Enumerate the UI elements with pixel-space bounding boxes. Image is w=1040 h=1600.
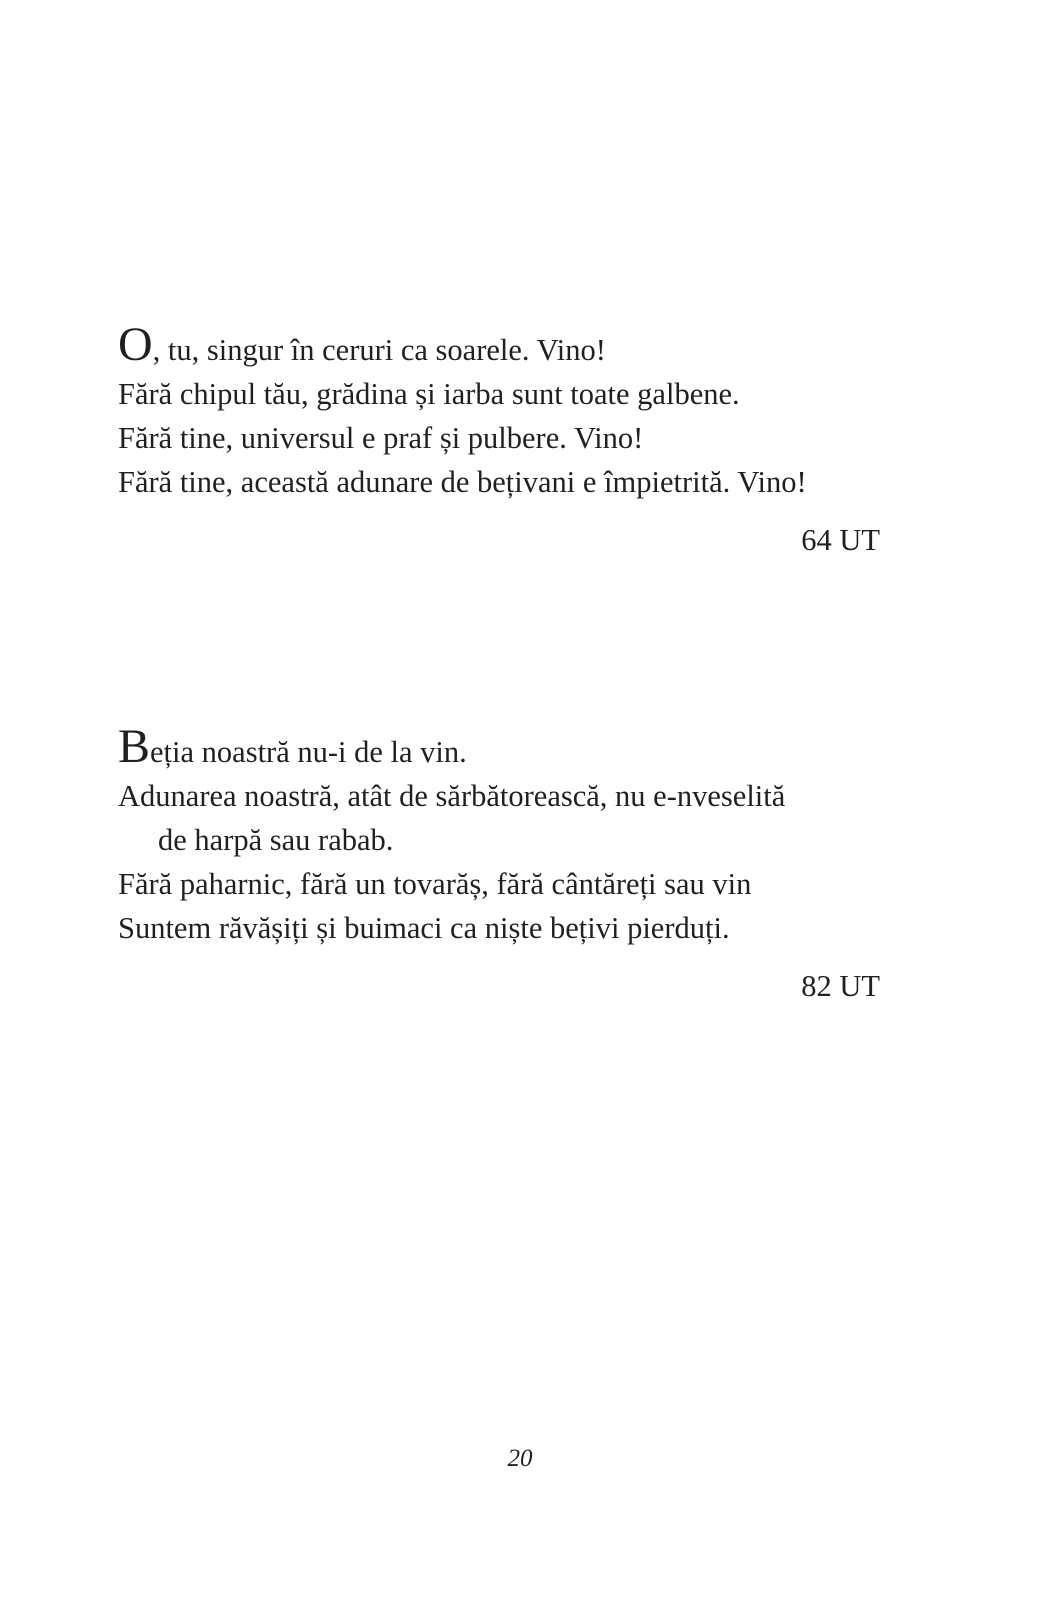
- poem-line-continuation: de harpă sau rabab.: [158, 823, 394, 857]
- poem-line: Adunarea noastră, atât de sărbătorească, nu e-nveselită: [118, 779, 786, 813]
- drop-cap: B: [118, 720, 151, 773]
- poem-line: Fără chipul tău, grădina și iarba sunt toate galbene.: [118, 377, 740, 411]
- poem-line: Fără paharnic, fără un tovarăș, fără cântăreți sau vin: [118, 867, 752, 901]
- poem-line-text: , tu, singur în ceruri ca soarele. Vino!: [152, 333, 606, 367]
- quatrain-82: [118, 720, 880, 1008]
- poem-line-text: eția noastră nu-i de la vin.: [150, 735, 467, 769]
- drop-cap: O: [118, 318, 153, 371]
- poem-line: [118, 318, 880, 372]
- page-number: 20: [507, 1445, 533, 1472]
- poem-line: [118, 720, 880, 774]
- poem-line: Fără tine, universul e praf și pulbere. Vino!: [118, 421, 644, 455]
- poem-line: Suntem răvășiți și buimaci ca niște bețivi pierduți.: [118, 911, 730, 945]
- source-reference: 64 UT: [801, 523, 880, 557]
- source-reference: 82 UT: [801, 969, 880, 1003]
- quatrain-64: [118, 318, 880, 562]
- poem-line: Fără tine, această adunare de bețivani e împietrită. Vino!: [118, 465, 807, 499]
